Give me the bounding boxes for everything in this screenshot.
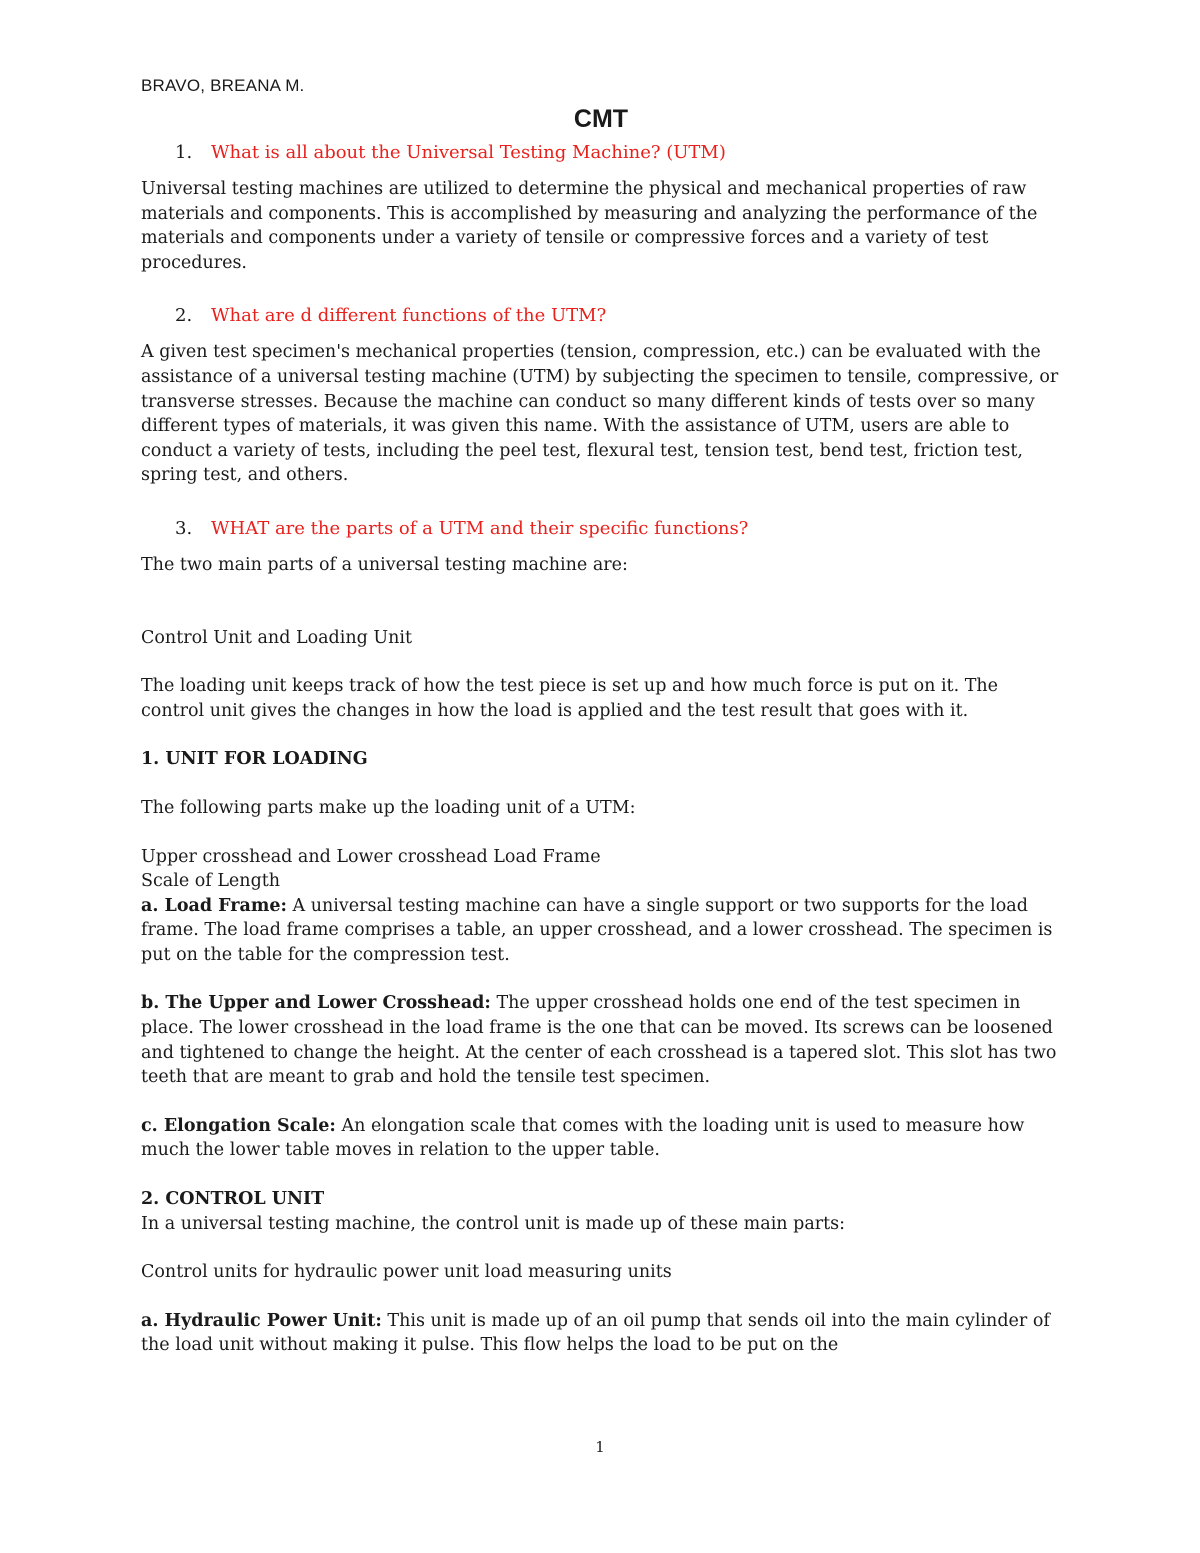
question-text: WHAT are the parts of a UTM and their specific functions? [211,517,749,539]
question-3 [141,516,1066,542]
document-body [141,74,1066,1358]
document-title: CMT [573,105,629,133]
item-text: A universal testing machine can have a single support or two supports for the load frame. The load frame comprises a table, an upper crosshead, and a lower crosshead. The specimen is put on the table for the compression test. [141,895,1053,965]
answer-1: Universal testing machines are utilized to determine the physical and mechanical properties of raw materials and components. This is accomplished by measuring and analyzing the performance of the materials and components under a variety of tensile or compressive forces and a variety of test procedures. [141,179,1038,273]
question-number: 1. [175,142,193,163]
answer-2: A given test specimen's mechanical properties (tension, compression, etc.) can be evaluated with the assistance of a universal testing machine (UTM) by subjecting the specimen to tensile, compressive, or transverse stresses. Because the machine can conduct so many different kinds of tests over so many different types of materials, it was given this name. With the assistance of UTM, users are able to conduct a variety of tests, including the peel test, flexural test, tension test, bend test, friction test, spring test, and others. [141,342,1059,486]
item-term: a. Hydraulic Power Unit: [141,1310,382,1331]
control-list-line: Control units for hydraulic power unit load measuring units [141,1262,672,1283]
author-name: BRAVO, BREANA M. [141,76,305,95]
question-number: 3. [175,517,193,539]
question-text: What are d different functions of the UTM? [211,305,607,327]
page-number: 1 [595,1438,605,1456]
item-text: An elongation scale that comes with the loading unit is used to measure how much the lower table moves in relation to the upper table. [141,1115,1025,1161]
answer-3-description: The loading unit keeps track of how the test piece is set up and how much force is put on it. The control unit gives the changes in how the load is applied and the test result that goes with it. [141,676,999,721]
item-term: c. Elongation Scale: [141,1115,336,1136]
control-intro: In a universal testing machine, the control unit is made up of these main parts: [141,1213,846,1234]
item-term: b. The Upper and Lower Crosshead: [141,993,491,1014]
loading-item-load-frame [141,894,1066,968]
section-heading-loading: 1. UNIT FOR LOADING [141,749,368,770]
answer-3-intro: The two main parts of a universal testing machine are: [141,554,628,575]
question-1 [141,140,1066,166]
question-number: 2. [175,305,193,327]
loading-intro: The following parts make up the loading unit of a UTM: [141,797,636,818]
question-text: What is all about the Universal Testing Machine? (UTM) [211,142,726,163]
control-item-hydraulic-power-unit [141,1309,1066,1358]
item-text: The upper crosshead holds one end of the test specimen in place. The lower crosshead in the load frame is the one that can be moved. Its screws can be loosened and tightened to change the height. At the center of each crosshead is a tapered slot. This slot has two teeth that are meant to grab and hold the tensile test specimen. [141,993,1057,1088]
loading-item-crosshead [141,991,1066,1089]
loading-list-line: Upper crosshead and Lower crosshead Load Frame [141,846,601,867]
item-term: a. Load Frame: [141,895,287,916]
section-heading-control: 2. CONTROL UNIT [141,1189,325,1210]
answer-3-parts: Control Unit and Loading Unit [141,627,413,648]
item-text: This unit is made up of an oil pump that sends oil into the main cylinder of the load unit without making it pulse. This flow helps the load to be put on the [141,1310,1050,1356]
question-2 [141,303,1066,329]
loading-list-line: Scale of Length [141,871,281,892]
loading-item-elongation-scale [141,1114,1066,1163]
